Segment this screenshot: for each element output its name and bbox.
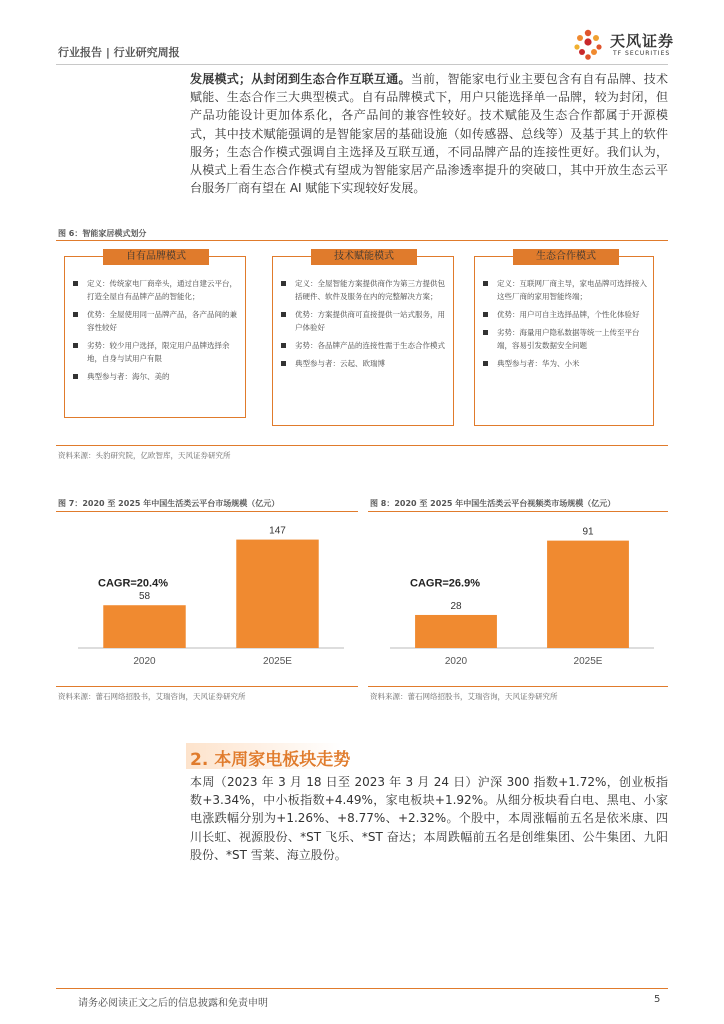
section2-paragraph: 本周（2023 年 3 月 18 日至 2023 年 3 月 24 日）沪深 300 指数+1.72%，创业板指数+3.34%，中小板指数+4.49%，家电板块+1.92%。从细分板块看白电、黑电、小家电涨跌幅分别为+1.26%、+8.77%、+2.32%。个股中，本周涨幅前五名是依米康、四川长虹、视源股份、*ST 飞乐、*ST 奋达；本周跌幅前五名是创维集团、公牛集团、九阳股份、*ST 雪莱、海立股份。 (190, 775, 668, 862)
tf-logo-icon (568, 24, 608, 64)
figure8-tick-label-2020: 2020 (444, 656, 468, 667)
figure8-bottom-rule (368, 686, 668, 687)
intro-lead: 发展模式；从封闭到生态合作互联互通。 (190, 72, 411, 86)
panel-eco-coop-item: 定义：互联网厂商主导，家电品牌可选择接入这些厂商的家用智能终端； (483, 277, 647, 303)
panel-tech-enable-item: 劣势：各品牌产品的连接性需于生态合作模式 (281, 339, 447, 352)
panel-own-brand-title: 自有品牌模式 (103, 249, 209, 265)
figure7-bottom-rule (56, 686, 358, 687)
panel-tech-enable-title: 技术赋能模式 (311, 249, 417, 265)
panel-tech-enable-item: 典型参与者：云起、欧瑞博 (281, 357, 447, 370)
panel-eco-coop-item: 劣势：海量用户隐私数据等统一上传至平台端，容易引发数据安全问题 (483, 326, 647, 352)
intro-paragraph (190, 70, 668, 197)
figure8-tick-label-2025E: 2025E (573, 656, 603, 667)
figure8-svg (368, 514, 668, 684)
header-divider (56, 64, 668, 65)
section2-title: 2. 本周家电板块走势 (190, 750, 351, 770)
figure7-cagr-annotation: CAGR=20.4% (98, 577, 169, 590)
figure8-top-rule (368, 511, 668, 512)
panel-eco-coop (474, 251, 654, 426)
figure8-data-label-2020: 28 (450, 600, 462, 612)
page-number: 5 (654, 994, 661, 1005)
logo-text-en: TF SECURITIES (613, 50, 671, 57)
panel-tech-enable-item: 定义：全屋智能方案提供商作为第三方提供包括硬件、软件及服务在内的完整解决方案； (281, 277, 447, 303)
figure8-cagr-annotation: CAGR=26.9% (410, 577, 481, 590)
panel-tech-enable-item: 优势：方案提供商可直接提供一站式服务，用户体验好 (281, 308, 447, 334)
figure8-bar-2025E (547, 541, 629, 648)
panel-eco-coop-title: 生态合作模式 (513, 249, 619, 265)
figure7-top-rule (56, 511, 358, 512)
figure8-bar-2020 (415, 615, 497, 648)
figure8-source: 资料来源：蕾石网络招股书，艾瑞咨询，天风证券研究所 (370, 692, 558, 701)
figure7-data-label-2020: 58 (138, 591, 151, 603)
panel-own-brand-item: 优势：全屋使用同一品牌产品，各产品间的兼容性较好 (73, 308, 239, 334)
figure6-top-rule (56, 240, 668, 241)
figure7-tick-label-2020: 2020 (133, 656, 156, 667)
figure7-chart (56, 514, 358, 688)
figure6-bottom-rule (56, 445, 668, 446)
footer-divider (56, 988, 668, 989)
panel-own-brand-item: 定义：传统家电厂商牵头，通过自建云平台，打造全屋自有品牌产品的智能化； (73, 277, 239, 303)
panel-own-brand (64, 251, 246, 418)
logo-text-cn: 天风证券 (610, 32, 675, 50)
panel-eco-coop-item: 优势：用户可自主选择品牌，个性化体验好 (483, 308, 647, 321)
figure7-tick-label-2025E: 2025E (263, 656, 292, 667)
figure7-bar-2025E (236, 540, 318, 648)
figure8-chart (368, 514, 668, 688)
intro-body: 当前，智能家电行业主要包含有自有品牌、技术赋能、生态合作三大典型模式。自有品牌模式下，用户只能选择单一品牌，较为封闭，但产品功能设计更加体系化，各产品间的兼容性较好。技术赋能及生态合作都属于开源模式，其中技术赋能强调的是智能家居的基础设施（如传感器、总线等）及基于其上的软件服务；生态合作模式强调自主选择及互联互通，不同品牌产品的连接性更好。我们认为，从模式上看生态合作模式有望成为智能家居产品渗透率提升的突破口，其中开放生态云平台服务厂商有望在 AI 赋能下实现较好发展。 (190, 72, 668, 196)
figure8-title: 图 8：2020 至 2025 年中国生活类云平台视频类市场规模（亿元） (370, 499, 616, 508)
figure7-source: 资料来源：蕾石网络招股书，艾瑞咨询，天风证券研究所 (58, 692, 246, 701)
panel-tech-enable (272, 251, 454, 426)
footer-disclaimer: 请务必阅读正文之后的信息披露和免责申明 (78, 998, 268, 1009)
figure8-data-label-2025E: 91 (582, 526, 594, 538)
report-category: 行业报告 | 行业研究周报 (58, 46, 180, 59)
figure7-bar-2020 (103, 605, 185, 648)
figure6-title: 图 6：智能家居模式划分 (58, 229, 147, 238)
figure6-source: 资料来源：头豹研究院，亿欧智库，天风证券研究所 (58, 451, 231, 460)
figure7-data-label-2025E: 147 (269, 525, 286, 537)
figure7-svg (56, 514, 358, 684)
figure7-title: 图 7：2020 至 2025 年中国生活类云平台市场规模（亿元） (58, 499, 280, 508)
panel-eco-coop-item: 典型参与者：华为、小米 (483, 357, 647, 370)
panel-own-brand-item: 典型参与者：海尔、美的 (73, 370, 239, 383)
panel-own-brand-item: 劣势：较少用户选择，限定用户品牌选择余地，自身与试用户有限 (73, 339, 239, 365)
